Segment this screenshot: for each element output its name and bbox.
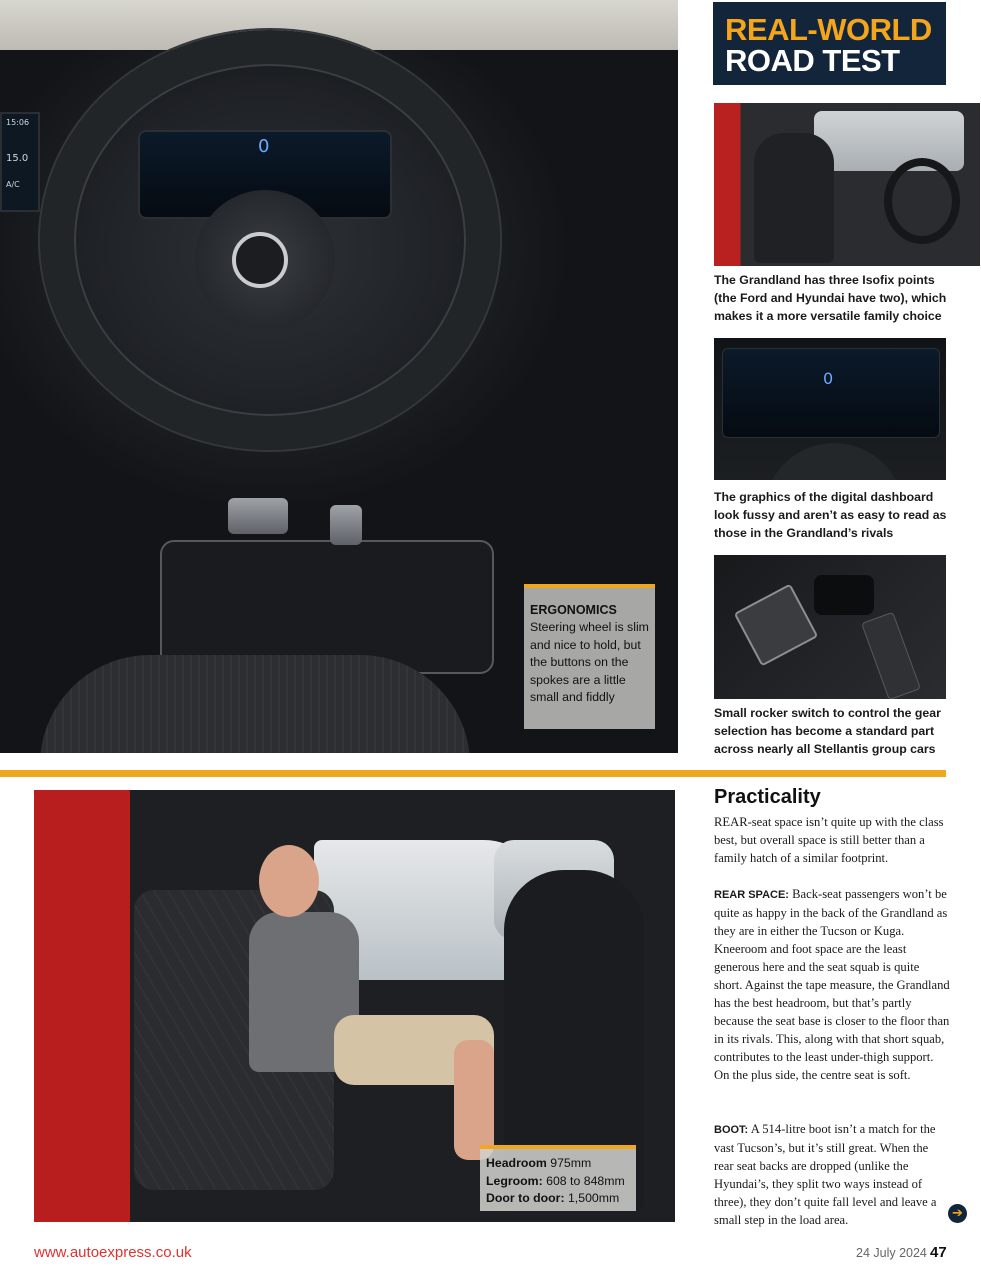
floor-mat (160, 540, 494, 674)
dash-speed: 0 (823, 369, 834, 388)
brake-pedal (228, 498, 288, 534)
ergonomics-box (524, 584, 655, 729)
intro-paragraph: REAR-seat space isn’t quite up with the class best, but overall space is still better than a family hatch of a similar footprint. (714, 815, 944, 865)
footer-date: 24 July 2024 (856, 1246, 927, 1260)
rear-space-lead: REAR SPACE: (714, 889, 789, 901)
boot-paragraph (714, 1120, 950, 1229)
vauxhall-logo-icon (232, 232, 288, 288)
ergonomics-text: Steering wheel is slim and nice to hold, but the buttons on the spokes are a little small and fiddly (530, 620, 649, 704)
boot-text: A 514-litre boot isn’t a match for the vast Tucson’s, but it’s still great. When the rear seat backs are dropped (unlike the Hyundai’s, they split two ways instead of three), they don’t quite fall level and leave a small step in the load area. (714, 1122, 937, 1227)
gear-selector-photo (714, 555, 946, 699)
infotainment-screen (0, 112, 40, 212)
stat-label: Legroom: (486, 1173, 543, 1188)
stat-value: 1,500mm (567, 1191, 620, 1205)
rear-space-paragraph (714, 885, 950, 1084)
caption-gear-switch: Small rocker switch to control the gear selection has become a standard part across nearly all Stellantis group cars (714, 706, 941, 756)
caption-isofix: The Grandland has three Isofix points (the Ford and Hyundai have two), which makes it a more versatile family choice (714, 273, 947, 323)
screen-time: 15:06 (6, 118, 30, 127)
stat-label: Headroom (486, 1156, 547, 1170)
page-number: 47 (930, 1244, 947, 1261)
cluster-speed: 0 (258, 136, 270, 157)
photo-window (814, 111, 964, 171)
section-heading: Practicality (714, 786, 821, 808)
screen-ac: A/C (6, 180, 20, 189)
dimensions-box (480, 1145, 636, 1211)
continue-arrow-icon: ➔ (948, 1204, 967, 1223)
front-seats-photo (714, 103, 980, 266)
photo-steering-wheel (884, 158, 960, 244)
photo-seat (754, 133, 834, 263)
photo-wheel-top (764, 443, 904, 480)
rear-space-text: Back-seat passengers won’t be quite as happy in the back of the Grandland as they are in either the Tucson or Kuga. Kneeroom and foot space are the least generous here and the seat squab is quite short. Against the tape measure, the Grandland has the best headroom, but that’s partly because the seat base is closer to the floor than in its rivals. This, along with that short squab, contributes to the least under-thigh support. On the plus side, the centre seat is soft. (714, 887, 950, 1082)
stat-value: 608 to 848mm (546, 1173, 625, 1188)
gear-selector (861, 612, 921, 699)
cupholder (814, 575, 874, 615)
ergonomics-title: ERGONOMICS (530, 603, 617, 617)
stat-door-to-door (486, 1190, 636, 1208)
badge-line-2: ROAD TEST (725, 43, 900, 78)
stat-legroom (486, 1173, 636, 1191)
screen-temp: 15.0 (6, 153, 29, 164)
stat-headroom (486, 1155, 636, 1173)
passenger-shin (454, 1040, 494, 1160)
boot-lead: BOOT: (714, 1124, 749, 1136)
badge-line-1: REAL-WORLD (725, 12, 932, 47)
drive-mode-switch (734, 583, 819, 666)
dashboard-photo (714, 338, 946, 480)
road-test-badge (713, 2, 946, 85)
digital-dashboard (722, 348, 940, 438)
section-divider (0, 770, 946, 777)
footer-url[interactable]: www.autoexpress.co.uk (34, 1244, 192, 1261)
stat-value: 975mm (550, 1156, 592, 1170)
stat-label: Door to door: (486, 1191, 565, 1205)
driver-seat (40, 655, 470, 753)
passenger-head (259, 845, 319, 917)
accelerator-pedal (330, 505, 362, 545)
caption-dashboard: The graphics of the digital dashboard look fussy and aren’t as easy to read as those in the Grandland’s rivals (714, 490, 947, 540)
